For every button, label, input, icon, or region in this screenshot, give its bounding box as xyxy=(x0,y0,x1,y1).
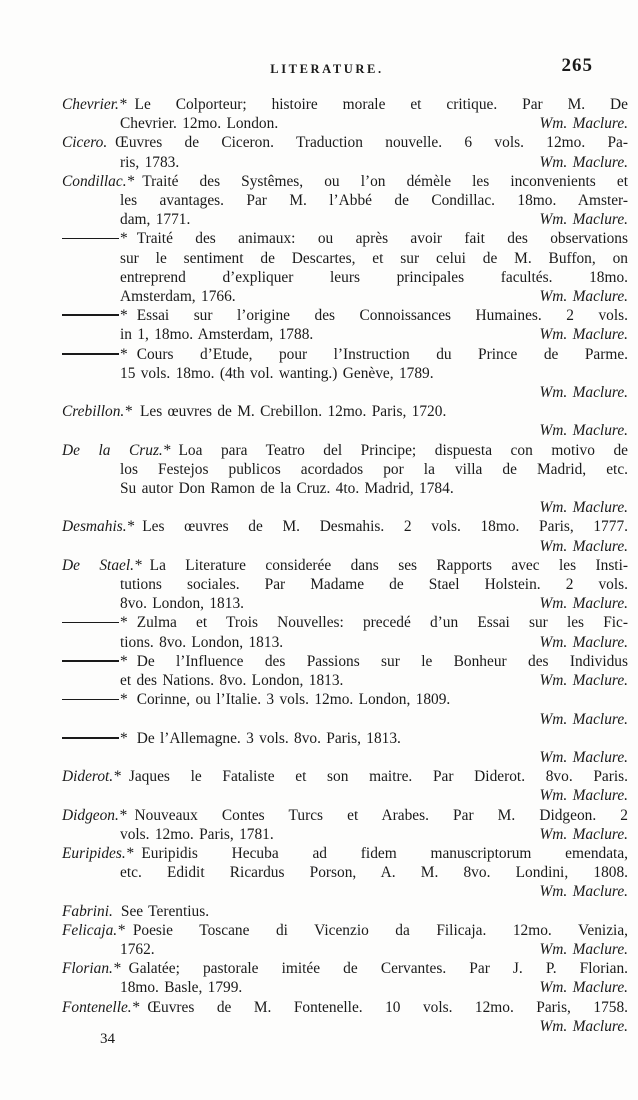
entry-line xyxy=(62,690,628,709)
entry-text: les avantages. Par M. l’Abbé de Condillac. 18mo. Amster- xyxy=(120,192,628,210)
attribution: Wm. Maclure. xyxy=(539,979,628,997)
entry-line xyxy=(62,844,628,863)
entry xyxy=(62,345,628,403)
entry-line xyxy=(62,594,628,613)
entry-line xyxy=(62,710,628,729)
entry-text: Galatée; pastorale imitée de Cervantes. Par J. P. Florian. xyxy=(128,960,628,978)
entry-line xyxy=(62,153,628,172)
repeat-author-mark xyxy=(62,730,137,747)
entry xyxy=(62,441,628,518)
entry-line xyxy=(62,172,628,191)
entry-text: Loa para Teatro del Principe; dispuesta con motivo de xyxy=(178,441,628,459)
entry-line xyxy=(62,556,628,575)
repeat-author-rule xyxy=(62,314,119,316)
entry-line-text-group xyxy=(120,287,236,306)
attribution: Wm. Maclure. xyxy=(539,326,628,344)
repeat-author-rule xyxy=(62,660,119,662)
entry-text: La Literature considerée dans ses Rapports avec les Insti- xyxy=(149,556,628,574)
entry-text: Œuvres de Ciceron. Traduction nouvelle. 6 vols. 12mo. Pa- xyxy=(115,134,628,152)
entry-author: Desmahis.* xyxy=(62,518,135,536)
running-title: LITERATURE. xyxy=(270,62,384,76)
entry xyxy=(62,959,628,997)
entry-line xyxy=(62,133,628,152)
repeat-author-rule xyxy=(62,699,119,701)
entry xyxy=(62,652,628,690)
entry xyxy=(62,806,628,844)
repeat-author-rule xyxy=(62,238,119,240)
entry-text: Traité des Systêmes, ou l’on démèle les inconvenients et xyxy=(142,172,628,190)
entry-author: Felicaja.* xyxy=(62,921,125,939)
attribution: Wm. Maclure. xyxy=(539,748,628,766)
repeat-author-rule xyxy=(62,353,119,355)
entry-line xyxy=(62,95,628,114)
entry-line-text-group xyxy=(120,210,190,229)
entry-author: Crebillon.* xyxy=(62,403,132,421)
entry xyxy=(62,306,628,344)
entry-line xyxy=(62,959,628,978)
entry-line xyxy=(62,1017,628,1036)
entry-line xyxy=(62,498,628,517)
entry-line xyxy=(62,345,628,364)
entry-text: tions. 8vo. London, 1813. xyxy=(120,633,284,651)
repeat-author-rule xyxy=(62,622,119,624)
entry-line xyxy=(62,210,628,229)
entry xyxy=(62,998,628,1036)
entry-line xyxy=(62,268,628,287)
entry-line xyxy=(62,325,628,344)
attribution: Wm. Maclure. xyxy=(539,1017,628,1035)
entry-text: Poesie Toscane di Vicenzio da Filicaja. 12mo. Venizia, xyxy=(132,921,628,939)
entry-text: in 1, 18mo. Amsterdam, 1788. xyxy=(120,326,314,344)
entry-line-text-group xyxy=(120,633,283,652)
entry-line xyxy=(62,441,628,460)
asterisk: * xyxy=(120,345,128,363)
entry xyxy=(62,172,628,230)
entry xyxy=(62,921,628,959)
entry-text: sur le sentiment de Descartes, et sur celui de M. Buffon, on xyxy=(120,249,628,267)
entry xyxy=(62,844,628,902)
entry-line xyxy=(62,287,628,306)
entry-text: 18mo. Basle, 1799. xyxy=(120,979,243,997)
attribution: Wm. Maclure. xyxy=(539,940,628,958)
entry-line-text-group xyxy=(120,153,179,172)
entry-text: Chevrier. 12mo. London. xyxy=(120,115,279,133)
entry-text: Les œuvres de M. Crebillon. 12mo. Paris, 1720. xyxy=(139,403,447,421)
entry-text: Corinne, ou l’Italie. 3 vols. 12mo. London, 1809. xyxy=(136,691,451,709)
entry-text: et des Nations. 8vo. London, 1813. xyxy=(120,672,344,690)
entry-line xyxy=(62,767,628,786)
entry-line xyxy=(62,229,628,248)
attribution: Wm. Maclure. xyxy=(539,153,628,171)
entry xyxy=(62,729,628,767)
entry-line xyxy=(62,748,628,767)
entry-author: Chevrier.* xyxy=(62,96,127,113)
entry-line xyxy=(62,537,628,556)
entry-text: tutions sociales. Par Madame de Stael Holstein. 2 vols. xyxy=(120,576,628,594)
entry-text: 1762. xyxy=(120,940,155,958)
entry-list xyxy=(62,95,628,1036)
entry xyxy=(62,902,628,921)
attribution: Wm. Maclure. xyxy=(539,825,628,843)
entry-text: vols. 12mo. Paris, 1781. xyxy=(120,825,274,843)
entry-text: Essai sur l’origine des Connoissances Humaines. 2 vols. xyxy=(136,307,628,325)
entry-line xyxy=(62,249,628,268)
entry-line xyxy=(62,978,628,997)
entry-author: Euripides.* xyxy=(62,844,134,862)
entry-text: 15 vols. 18mo. (4th vol. wanting.) Genève, 1789. xyxy=(120,364,434,382)
asterisk: * xyxy=(120,652,128,670)
entry-text: Su autor Don Ramon de la Cruz. 4to. Madrid, 1784. xyxy=(120,480,454,498)
entry xyxy=(62,767,628,805)
attribution: Wm. Maclure. xyxy=(539,710,628,728)
entry-text: dam, 1771. xyxy=(120,211,191,229)
entry-text: De l’Allemagne. 3 vols. 8vo. Paris, 1813. xyxy=(136,729,401,747)
entry-author: De Stael.* xyxy=(62,556,142,574)
repeat-author-mark xyxy=(62,307,137,324)
entry-line xyxy=(62,921,628,940)
page-header xyxy=(62,55,628,83)
repeat-author-mark xyxy=(62,691,137,708)
asterisk: * xyxy=(120,729,128,747)
entry-line xyxy=(62,479,628,498)
signature-mark: 34 xyxy=(100,1031,115,1047)
entry xyxy=(62,133,628,171)
attribution: Wm. Maclure. xyxy=(539,422,628,440)
asterisk: * xyxy=(120,614,128,632)
entry-text: etc. Edidit Ricardus Porson, A. M. 8vo. Londini, 1808. xyxy=(120,864,628,882)
page-number: 265 xyxy=(561,55,593,76)
entry-line xyxy=(62,998,628,1017)
entry-line xyxy=(62,306,628,325)
entry-text: De l’Influence des Passions sur le Bonheur des Individus xyxy=(136,652,628,670)
entry-line-text-group xyxy=(120,940,155,959)
entry-line xyxy=(62,421,628,440)
attribution: Wm. Maclure. xyxy=(539,595,628,613)
entry-line-text-group xyxy=(120,325,313,344)
attribution: Wm. Maclure. xyxy=(539,672,628,690)
repeat-author-rule xyxy=(62,737,119,739)
entry-author: Condillac.* xyxy=(62,172,135,190)
entry-line xyxy=(62,882,628,901)
repeat-author-mark xyxy=(62,230,137,247)
entry-text: Cours d’Etude, pour l’Instruction du Prince de Parme. xyxy=(136,345,628,363)
entry-author: Diderot.* xyxy=(62,768,121,786)
entry-line xyxy=(62,613,628,632)
entry-line xyxy=(62,383,628,402)
entry-author: Cicero. xyxy=(62,134,108,152)
entry-author: Didgeon.* xyxy=(62,806,127,824)
attribution: Wm. Maclure. xyxy=(539,384,628,402)
repeat-author-mark xyxy=(62,346,137,363)
asterisk: * xyxy=(120,230,128,248)
attribution: Wm. Maclure. xyxy=(539,499,628,517)
entry-text: los Festejos publicos acordados por la villa de Madrid, etc. xyxy=(120,460,628,478)
entry-text: Amsterdam, 1766. xyxy=(120,288,236,306)
entry-line xyxy=(62,114,628,133)
attribution: Wm. Maclure. xyxy=(539,211,628,229)
entry-text: entreprend d’expliquer leurs principales facultés. 18mo. xyxy=(120,268,628,286)
entry-text: Nouveaux Contes Turcs et Arabes. Par M. Didgeon. 2 xyxy=(134,806,628,824)
entry-line xyxy=(62,652,628,671)
entry-author: Fabrini. xyxy=(62,902,113,920)
entry xyxy=(62,517,628,555)
entry-author: Florian.* xyxy=(62,960,121,978)
entry-text: Traité des animaux: ou après avoir fait des observations xyxy=(136,230,628,248)
entry-line xyxy=(62,902,628,921)
entry-text: ris, 1783. xyxy=(120,153,180,171)
entry xyxy=(62,613,628,651)
entry-text: Les œuvres de M. Desmahis. 2 vols. 18mo. Paris, 1777. xyxy=(142,518,628,536)
attribution: Wm. Maclure. xyxy=(539,633,628,651)
entry-line xyxy=(62,806,628,825)
entry-text: Le Colporteur; histoire morale et critique. Par M. De xyxy=(134,96,628,113)
attribution: Wm. Maclure. xyxy=(539,883,628,901)
entry-text: See Terentius. xyxy=(120,902,210,920)
entry-line xyxy=(62,364,628,383)
entry-line-text-group xyxy=(120,978,242,997)
entry-text: Euripidis Hecuba ad fidem manuscriptorum emendata, xyxy=(141,844,628,862)
attribution: Wm. Maclure. xyxy=(539,115,628,133)
entry xyxy=(62,556,628,614)
asterisk: * xyxy=(120,691,128,709)
entry-author: Fontenelle.* xyxy=(62,998,140,1016)
entry xyxy=(62,402,628,440)
asterisk: * xyxy=(120,307,128,325)
repeat-author-mark xyxy=(62,614,137,631)
entry-line-text-group xyxy=(120,825,274,844)
entry-line xyxy=(62,671,628,690)
entry-line xyxy=(62,863,628,882)
entry-author: De la Cruz.* xyxy=(62,441,171,459)
entry xyxy=(62,95,628,133)
entry-line-text-group xyxy=(120,671,343,690)
entry-line xyxy=(62,460,628,479)
repeat-author-mark xyxy=(62,653,137,670)
entry-line-text-group xyxy=(120,114,278,133)
entry-line xyxy=(62,825,628,844)
entry xyxy=(62,229,628,306)
entry xyxy=(62,690,628,728)
entry-line xyxy=(62,940,628,959)
attribution: Wm. Maclure. xyxy=(539,787,628,805)
entry-line-text-group xyxy=(120,594,244,613)
entry-line xyxy=(62,729,628,748)
entry-line xyxy=(62,517,628,536)
entry-line xyxy=(62,786,628,805)
entry-line xyxy=(62,402,628,421)
entry-text: Œuvres de M. Fontenelle. 10 vols. 12mo. Paris, 1758. xyxy=(147,998,628,1016)
entry-text: Jaques le Fataliste et son maitre. Par Diderot. 8vo. Paris. xyxy=(128,768,628,786)
attribution: Wm. Maclure. xyxy=(539,288,628,306)
entry-line xyxy=(62,575,628,594)
entry-text: Zulma et Trois Nouvelles: precedé d’un Essai sur les Fic- xyxy=(136,614,628,632)
entry-line xyxy=(62,633,628,652)
attribution: Wm. Maclure. xyxy=(539,537,628,555)
entry-line xyxy=(62,191,628,210)
entry-text: 8vo. London, 1813. xyxy=(120,595,244,613)
